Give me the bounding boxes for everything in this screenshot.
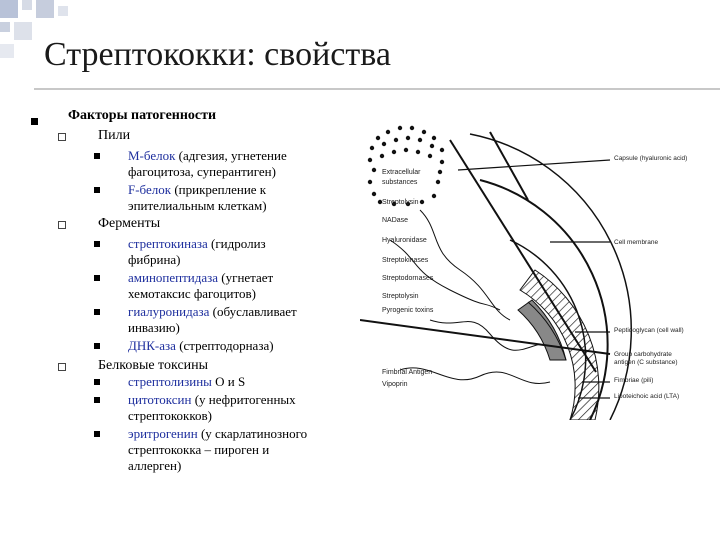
item-term: ДНК-аза: [128, 338, 176, 353]
diagram-left-label: NADase: [382, 217, 409, 224]
diagram-right-label: Peptidoglycan (cell wall): [614, 327, 684, 334]
diagram-left-label: Pyrogenic toxins: [382, 307, 434, 314]
page-title: Стрептококки: свойства: [44, 36, 391, 73]
item-description-cont: аллерген): [128, 458, 182, 473]
cell-structure-diagram: [360, 120, 720, 420]
diagram-right-label: Cell membrane: [614, 239, 659, 246]
item-description-cont: стрептококка – пироген и: [128, 442, 270, 457]
item-description-cont: эпителиальным клеткам): [128, 198, 267, 213]
diagram-left-label: Streptodornases: [382, 275, 434, 282]
item-description: (адгезия, угнетение: [175, 148, 287, 163]
item-description-cont: фибрина): [128, 252, 181, 267]
section-label: Ферменты: [98, 216, 161, 231]
item-description: O и S: [211, 374, 246, 389]
diagram-left-label: Vipoprin: [382, 381, 408, 388]
item-term: стрептолизины: [128, 374, 212, 389]
sub-bullet-box: [58, 133, 66, 141]
item-bullet: [94, 431, 100, 437]
item-description: (стрептодорназа): [175, 338, 274, 353]
item-description-cont: инвазию): [128, 320, 180, 335]
section-label: Белковые токсины: [98, 358, 209, 373]
item-description-cont: хемотаксис фагоцитов): [128, 286, 256, 301]
item-term: стрептокиназа: [128, 236, 208, 251]
diagram-left-label: Streptolysin: [382, 199, 419, 206]
item-bullet: [94, 309, 100, 315]
item-bullet: [94, 241, 100, 247]
item-bullet: [94, 343, 100, 349]
item-term: М-белок: [128, 148, 176, 163]
diagram-right-label: Fimbriae (pili): [614, 377, 654, 384]
heading: Факторы патогенности: [68, 108, 217, 123]
list-item: [128, 374, 245, 390]
diagram-right-label: Capsule (hyaluronic acid): [614, 155, 688, 162]
list-item: [128, 270, 273, 302]
diagram-right-label: antigen (C substance): [614, 359, 678, 366]
item-description: (прикрепление к: [171, 182, 267, 197]
diagram-left-label: Streptolysin: [382, 293, 419, 300]
item-description-cont: фагоцитоза, суперантиген): [128, 164, 276, 179]
list-item: [128, 182, 267, 214]
item-bullet: [94, 187, 100, 193]
item-description: (обуславливает: [209, 304, 297, 319]
diagram-left-label: Fimbrial Antigen: [382, 369, 433, 376]
item-term: гиалуронидаза: [128, 304, 210, 319]
item-bullet: [94, 275, 100, 281]
item-bullet: [94, 379, 100, 385]
diagram-right-label: Group carbohydrate: [614, 351, 672, 358]
item-term: цитотоксин: [128, 392, 192, 407]
diagram-left-label: substances: [382, 179, 418, 186]
item-description: (у нефритогенных: [191, 392, 296, 407]
item-term: эритрогенин: [128, 426, 198, 441]
diagram-left-label: Hyaluronidase: [382, 237, 427, 244]
sub-bullet-box: [58, 363, 66, 371]
list-item: [128, 148, 287, 180]
item-term: аминопептидаза: [128, 270, 219, 285]
item-description-cont: стрептококков): [128, 408, 212, 423]
item-description: (у скарлатинозного: [197, 426, 308, 441]
item-term: F-белок: [128, 182, 172, 197]
list-item: [128, 392, 296, 424]
item-bullet: [94, 153, 100, 159]
list-item: [128, 338, 274, 354]
diagram-left-label: Extracellular: [382, 169, 421, 176]
section-label: Пили: [98, 128, 131, 143]
diagram-right-label: Lipoteichoic acid (LTA): [614, 393, 680, 400]
item-description: (угнетает: [218, 270, 274, 285]
diagram-left-label: Streptokinases: [382, 257, 429, 264]
sub-bullet-box: [58, 221, 66, 229]
extracellular-dots: [368, 126, 444, 206]
list-item: [128, 304, 297, 336]
list-item: [128, 426, 307, 474]
item-description: (гидролиз: [207, 236, 266, 251]
list-item: [128, 236, 266, 268]
item-bullet: [94, 397, 100, 403]
